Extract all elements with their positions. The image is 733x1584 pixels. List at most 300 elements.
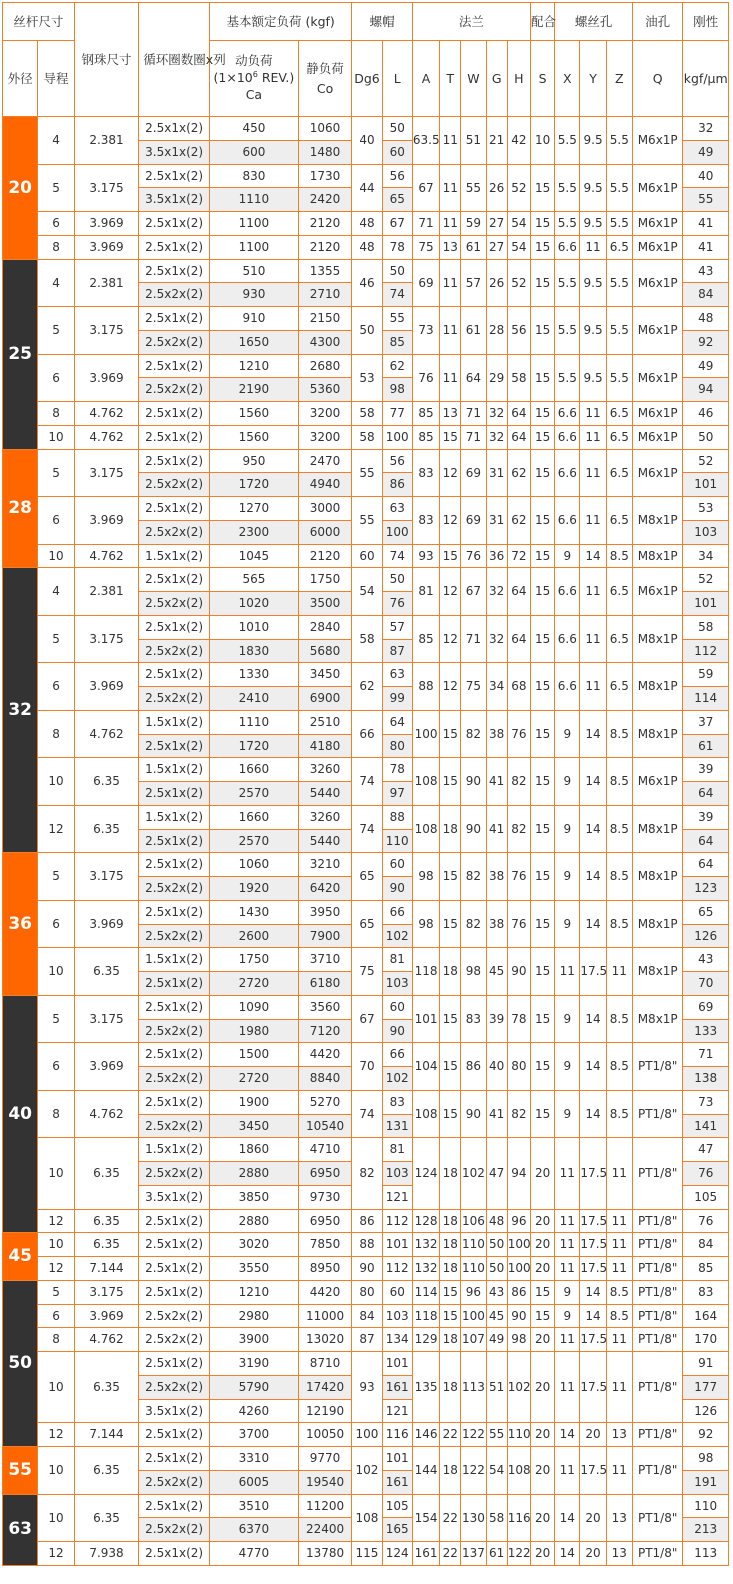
length-cell: 81: [382, 948, 412, 972]
circuits-cell: 2.5x1x(2): [139, 1043, 210, 1067]
length-cell: 74: [382, 544, 412, 568]
dg6-cell: 48: [352, 235, 382, 259]
table-row: [3, 497, 729, 521]
dim-s-cell: 20: [530, 1257, 554, 1281]
dim-h-cell: 72: [507, 544, 530, 568]
static-load-cell: 10540: [298, 1114, 352, 1138]
dim-h-cell: 64: [507, 568, 530, 616]
length-cell: 74: [382, 283, 412, 307]
dim-x-cell: 14: [555, 1494, 580, 1542]
outer-diameter-cell: 36: [3, 853, 38, 996]
dynamic-load-cell: 2980: [209, 1304, 298, 1328]
stiffness-cell: 58: [683, 615, 729, 639]
spec-table-wrapper: [2, 2, 729, 1566]
dim-w-cell: 83: [461, 995, 486, 1043]
circuits-cell: 3.5x1x(2): [139, 188, 210, 212]
table-row: [3, 568, 729, 592]
table-row: [3, 1090, 729, 1114]
length-cell: 124: [382, 1542, 412, 1566]
ball-size-cell: 3.175: [74, 164, 139, 212]
dim-g-cell: 50: [486, 1233, 507, 1257]
stiffness-cell: 103: [683, 520, 729, 544]
dim-s-cell: 10: [530, 117, 554, 165]
header-a: A: [412, 41, 439, 117]
length-cell: 78: [382, 235, 412, 259]
static-load-cell: 1750: [298, 568, 352, 592]
dynamic-load-cell: 1900: [209, 1090, 298, 1114]
dim-h-cell: 110: [507, 1423, 530, 1447]
table-row: [3, 354, 729, 378]
circuits-cell: 2.5x2x(2): [139, 592, 210, 616]
stiffness-cell: 83: [683, 1280, 729, 1304]
dim-g-cell: 54: [486, 1447, 507, 1495]
stiffness-cell: 85: [683, 1257, 729, 1281]
dim-x-cell: 11: [555, 1257, 580, 1281]
dim-q-cell: PT1/8": [632, 1304, 682, 1328]
dim-q-cell: M8x1P: [632, 615, 682, 663]
outer-diameter-cell: 25: [3, 259, 38, 449]
stiffness-cell: 69: [683, 995, 729, 1019]
dim-q-cell: M6x1P: [632, 354, 682, 402]
dim-x-cell: 6.6: [555, 568, 580, 616]
circuits-cell: 1.5x1x(2): [139, 805, 210, 829]
dynamic-load-cell: 2410: [209, 687, 298, 711]
ball-screw-spec-table: [2, 2, 729, 1566]
circuits-cell: 2.5x1x(2): [139, 307, 210, 331]
lead-cell: 6: [38, 663, 74, 711]
stiffness-cell: 43: [683, 948, 729, 972]
dim-g-cell: 31: [486, 449, 507, 497]
lead-cell: 4: [38, 117, 74, 165]
dim-t-cell: 12: [440, 497, 461, 545]
dynamic-load-cell: 1010: [209, 615, 298, 639]
dim-t-cell: 18: [440, 1447, 461, 1495]
circuits-cell: 2.5x1x(2): [139, 663, 210, 687]
dim-x-cell: 9: [555, 1304, 580, 1328]
ball-size-cell: 3.175: [74, 615, 139, 663]
length-cell: 57: [382, 615, 412, 639]
dim-q-cell: M8x1P: [632, 497, 682, 545]
dim-a-cell: 63.5: [412, 117, 439, 165]
circuits-cell: 2.5x1x(2): [139, 1542, 210, 1566]
dim-h-cell: 64: [507, 615, 530, 663]
circuits-cell: 2.5x2x(2): [139, 330, 210, 354]
length-cell: 86: [382, 473, 412, 497]
dg6-cell: 74: [352, 805, 382, 853]
circuits-cell: 2.5x2x(2): [139, 639, 210, 663]
length-cell: 134: [382, 1328, 412, 1352]
lead-cell: 6: [38, 212, 74, 236]
dynamic-load-cell: 3310: [209, 1447, 298, 1471]
dynamic-load-cell: 1020: [209, 592, 298, 616]
table-row: [3, 853, 729, 877]
dynamic-load-cell: 1560: [209, 402, 298, 426]
stiffness-cell: 59: [683, 663, 729, 687]
dim-z-cell: 6.5: [606, 615, 632, 663]
dim-a-cell: 118: [412, 948, 439, 996]
dg6-cell: 80: [352, 1280, 382, 1304]
header-static-load: [298, 41, 352, 117]
dim-z-cell: 6.5: [606, 425, 632, 449]
length-cell: 63: [382, 497, 412, 521]
dim-z-cell: 11: [606, 1328, 632, 1352]
static-load-cell: 3260: [298, 805, 352, 829]
dim-s-cell: 15: [530, 164, 554, 212]
dim-a-cell: 132: [412, 1257, 439, 1281]
dim-y-cell: 20: [580, 1542, 606, 1566]
dim-s-cell: 20: [530, 1542, 554, 1566]
length-cell: 90: [382, 1019, 412, 1043]
length-cell: 97: [382, 782, 412, 806]
length-cell: 63: [382, 663, 412, 687]
dim-y-cell: 14: [580, 1304, 606, 1328]
dynamic-load-cell: 3900: [209, 1328, 298, 1352]
dim-g-cell: 41: [486, 1090, 507, 1138]
dim-x-cell: 6.6: [555, 402, 580, 426]
ball-size-cell: 4.762: [74, 1090, 139, 1138]
dim-y-cell: 14: [580, 710, 606, 758]
dim-x-cell: 5.5: [555, 307, 580, 355]
ball-size-cell: 4.762: [74, 402, 139, 426]
lead-cell: 4: [38, 568, 74, 616]
dynamic-load-cell: 1830: [209, 639, 298, 663]
dim-y-cell: 14: [580, 544, 606, 568]
circuits-cell: 2.5x2x(2): [139, 1470, 210, 1494]
dynamic-load-cell: 3700: [209, 1423, 298, 1447]
dim-h-cell: 76: [507, 900, 530, 948]
table-row: [3, 117, 729, 141]
circuits-cell: 2.5x2x(2): [139, 687, 210, 711]
dim-y-cell: 9.5: [580, 164, 606, 212]
dim-t-cell: 15: [440, 853, 461, 901]
dim-s-cell: 15: [530, 259, 554, 307]
dim-z-cell: 6.5: [606, 568, 632, 616]
ball-size-cell: 3.175: [74, 995, 139, 1043]
circuits-cell: 2.5x1x(2): [139, 1494, 210, 1518]
dim-q-cell: PT1/8": [632, 1494, 682, 1542]
dg6-cell: 75: [352, 948, 382, 996]
ball-size-cell: 7.938: [74, 1542, 139, 1566]
length-cell: 116: [382, 1423, 412, 1447]
dim-z-cell: 8.5: [606, 900, 632, 948]
length-cell: 50: [382, 568, 412, 592]
circuits-cell: 2.5x1x(2): [139, 1423, 210, 1447]
length-cell: 76: [382, 592, 412, 616]
dim-z-cell: 11: [606, 1209, 632, 1233]
dim-w-cell: 90: [461, 758, 486, 806]
circuits-cell: 2.5x1x(2): [139, 1447, 210, 1471]
header-outer-dia: 外径: [3, 41, 38, 117]
dim-h-cell: 122: [507, 1542, 530, 1566]
stiffness-cell: 76: [683, 1162, 729, 1186]
dim-a-cell: 88: [412, 663, 439, 711]
dim-x-cell: 6.6: [555, 449, 580, 497]
dim-g-cell: 26: [486, 259, 507, 307]
outer-diameter-cell: 55: [3, 1447, 38, 1495]
dim-g-cell: 38: [486, 710, 507, 758]
dim-q-cell: M8x1P: [632, 948, 682, 996]
dim-t-cell: 15: [440, 1280, 461, 1304]
stiffness-cell: 64: [683, 853, 729, 877]
dynamic-load-cell: 1920: [209, 877, 298, 901]
dim-a-cell: 85: [412, 402, 439, 426]
table-row: [3, 663, 729, 687]
dg6-cell: 58: [352, 615, 382, 663]
table-row: [3, 1352, 729, 1376]
dim-g-cell: 40: [486, 1043, 507, 1091]
dim-w-cell: 90: [461, 1090, 486, 1138]
length-cell: 161: [382, 1375, 412, 1399]
circuits-cell: 2.5x2x(2): [139, 1114, 210, 1138]
dim-s-cell: 20: [530, 1423, 554, 1447]
dim-a-cell: 114: [412, 1280, 439, 1304]
header-stiffness-unit: kgf/μm: [683, 41, 729, 117]
stiffness-cell: 43: [683, 259, 729, 283]
dim-x-cell: 5.5: [555, 212, 580, 236]
length-cell: 112: [382, 1257, 412, 1281]
dim-x-cell: 9: [555, 805, 580, 853]
static-load-cell: 5360: [298, 378, 352, 402]
dim-x-cell: 14: [555, 1423, 580, 1447]
stiffness-cell: 49: [683, 140, 729, 164]
dim-s-cell: 15: [530, 425, 554, 449]
dg6-cell: 87: [352, 1328, 382, 1352]
dim-s-cell: 15: [530, 900, 554, 948]
stiffness-cell: 76: [683, 1209, 729, 1233]
circuits-cell: 2.5x2x(2): [139, 520, 210, 544]
dynamic-load-cell: 1430: [209, 900, 298, 924]
lead-cell: 10: [38, 1352, 74, 1423]
dim-h-cell: 62: [507, 497, 530, 545]
dim-y-cell: 11: [580, 449, 606, 497]
stiffness-cell: 65: [683, 900, 729, 924]
ball-size-cell: 3.969: [74, 354, 139, 402]
stiffness-cell: 105: [683, 1185, 729, 1209]
dim-q-cell: M6x1P: [632, 758, 682, 806]
dynamic-load-cell: 4770: [209, 1542, 298, 1566]
dim-g-cell: 48: [486, 1209, 507, 1233]
ball-size-cell: 3.969: [74, 900, 139, 948]
dim-y-cell: 17.5: [580, 948, 606, 996]
circuits-cell: 2.5x1x(2): [139, 782, 210, 806]
dim-h-cell: 108: [507, 1447, 530, 1495]
header-dynamic-unit-a: (1×10: [213, 70, 253, 86]
dim-h-cell: 100: [507, 1257, 530, 1281]
dim-t-cell: 18: [440, 948, 461, 996]
dim-t-cell: 18: [440, 1352, 461, 1423]
dynamic-load-cell: 1210: [209, 1280, 298, 1304]
length-cell: 112: [382, 1209, 412, 1233]
dim-g-cell: 29: [486, 354, 507, 402]
dg6-cell: 82: [352, 1138, 382, 1209]
dynamic-load-cell: 1980: [209, 1019, 298, 1043]
dg6-cell: 102: [352, 1447, 382, 1495]
ball-size-cell: 4.762: [74, 425, 139, 449]
dim-a-cell: 132: [412, 1233, 439, 1257]
dim-q-cell: PT1/8": [632, 1090, 682, 1138]
dim-z-cell: 8.5: [606, 1280, 632, 1304]
table-row: [3, 1423, 729, 1447]
length-cell: 67: [382, 212, 412, 236]
table-row: [3, 900, 729, 924]
static-load-cell: 3210: [298, 853, 352, 877]
static-load-cell: 5680: [298, 639, 352, 663]
dynamic-load-cell: 1660: [209, 805, 298, 829]
stiffness-cell: 110: [683, 1494, 729, 1518]
lead-cell: 5: [38, 449, 74, 497]
dim-q-cell: PT1/8": [632, 1280, 682, 1304]
dim-s-cell: 15: [530, 235, 554, 259]
static-load-cell: 3260: [298, 758, 352, 782]
dim-s-cell: 20: [530, 1352, 554, 1423]
length-cell: 60: [382, 1280, 412, 1304]
lead-cell: 12: [38, 1423, 74, 1447]
table-row: [3, 1494, 729, 1518]
dim-q-cell: M6x1P: [632, 402, 682, 426]
dim-s-cell: 15: [530, 449, 554, 497]
dim-z-cell: 13: [606, 1423, 632, 1447]
dim-q-cell: M6x1P: [632, 568, 682, 616]
dynamic-load-cell: 5790: [209, 1375, 298, 1399]
table-row: [3, 1138, 729, 1162]
header-z: Z: [606, 41, 632, 117]
dim-a-cell: 104: [412, 1043, 439, 1091]
stiffness-cell: 84: [683, 283, 729, 307]
dim-z-cell: 6.5: [606, 663, 632, 711]
lead-cell: 8: [38, 710, 74, 758]
dim-s-cell: 15: [530, 615, 554, 663]
static-load-cell: 7120: [298, 1019, 352, 1043]
dim-q-cell: M6x1P: [632, 259, 682, 307]
length-cell: 85: [382, 330, 412, 354]
dim-s-cell: 20: [530, 1209, 554, 1233]
dim-h-cell: 64: [507, 402, 530, 426]
length-cell: 55: [382, 307, 412, 331]
stiffness-cell: 37: [683, 710, 729, 734]
header-screw-size: 丝杆尺寸: [3, 3, 75, 41]
dim-h-cell: 96: [507, 1209, 530, 1233]
header-stiffness: 刚性: [683, 3, 729, 41]
dynamic-load-cell: 3550: [209, 1257, 298, 1281]
dynamic-load-cell: 2570: [209, 782, 298, 806]
dim-q-cell: PT1/8": [632, 1447, 682, 1495]
dim-x-cell: 5.5: [555, 354, 580, 402]
lead-cell: 8: [38, 402, 74, 426]
dim-z-cell: 11: [606, 1233, 632, 1257]
circuits-cell: 2.5x1x(2): [139, 829, 210, 853]
circuits-cell: 2.5x1x(2): [139, 117, 210, 141]
ball-size-cell: 3.969: [74, 1304, 139, 1328]
dynamic-load-cell: 3510: [209, 1494, 298, 1518]
dim-y-cell: 14: [580, 1043, 606, 1091]
static-load-cell: 8840: [298, 1067, 352, 1091]
dim-w-cell: 57: [461, 259, 486, 307]
length-cell: 83: [382, 1090, 412, 1114]
dim-w-cell: 76: [461, 544, 486, 568]
dim-a-cell: 101: [412, 995, 439, 1043]
dynamic-load-cell: 1560: [209, 425, 298, 449]
table-row: [3, 1328, 729, 1352]
dim-q-cell: PT1/8": [632, 1209, 682, 1233]
dynamic-load-cell: 1060: [209, 853, 298, 877]
circuits-cell: 2.5x1x(2): [139, 900, 210, 924]
static-load-cell: 6180: [298, 972, 352, 996]
dim-w-cell: 96: [461, 1280, 486, 1304]
dim-y-cell: 14: [580, 758, 606, 806]
dim-y-cell: 14: [580, 1090, 606, 1138]
table-row: [3, 1542, 729, 1566]
circuits-cell: 2.5x1x(2): [139, 164, 210, 188]
dynamic-load-cell: 3020: [209, 1233, 298, 1257]
stiffness-cell: 40: [683, 164, 729, 188]
lead-cell: 5: [38, 1280, 74, 1304]
dim-x-cell: 9: [555, 1090, 580, 1138]
dg6-cell: 74: [352, 1090, 382, 1138]
dim-t-cell: 18: [440, 1257, 461, 1281]
dim-a-cell: 75: [412, 235, 439, 259]
dynamic-load-cell: 1090: [209, 995, 298, 1019]
lead-cell: 6: [38, 354, 74, 402]
header-co: Co: [316, 80, 334, 96]
dim-g-cell: 58: [486, 1494, 507, 1542]
dim-g-cell: 32: [486, 568, 507, 616]
dg6-cell: 65: [352, 853, 382, 901]
outer-diameter-cell: 28: [3, 449, 38, 568]
dynamic-load-cell: 1045: [209, 544, 298, 568]
stiffness-cell: 114: [683, 687, 729, 711]
static-load-cell: 2840: [298, 615, 352, 639]
dim-w-cell: 61: [461, 235, 486, 259]
dynamic-load-cell: 2600: [209, 924, 298, 948]
dim-w-cell: 113: [461, 1352, 486, 1423]
dynamic-load-cell: 830: [209, 164, 298, 188]
circuits-cell: 2.5x1x(2): [139, 425, 210, 449]
stiffness-cell: 41: [683, 235, 729, 259]
length-cell: 102: [382, 924, 412, 948]
header-ca: Ca: [245, 87, 263, 103]
circuits-cell: 3.5x1x(2): [139, 1399, 210, 1423]
outer-diameter-cell: 20: [3, 117, 38, 260]
dim-w-cell: 69: [461, 497, 486, 545]
table-body: [3, 117, 729, 1566]
stiffness-cell: 64: [683, 829, 729, 853]
header-circuits: 循环圈数圈x列: [139, 3, 210, 117]
dynamic-load-cell: 2720: [209, 972, 298, 996]
dim-z-cell: 8.5: [606, 710, 632, 758]
length-cell: 103: [382, 972, 412, 996]
dim-y-cell: 17.5: [580, 1257, 606, 1281]
ball-size-cell: 3.175: [74, 853, 139, 901]
length-cell: 66: [382, 1043, 412, 1067]
dg6-cell: 66: [352, 710, 382, 758]
dim-a-cell: 146: [412, 1423, 439, 1447]
dim-w-cell: 98: [461, 948, 486, 996]
dim-x-cell: 11: [555, 948, 580, 996]
dim-z-cell: 8.5: [606, 1043, 632, 1091]
ball-size-cell: 6.35: [74, 758, 139, 806]
dg6-cell: 100: [352, 1423, 382, 1447]
dynamic-load-cell: 1110: [209, 188, 298, 212]
ball-size-cell: 4.762: [74, 710, 139, 758]
length-cell: 98: [382, 378, 412, 402]
dim-a-cell: 85: [412, 425, 439, 449]
dim-w-cell: 122: [461, 1423, 486, 1447]
dg6-cell: 48: [352, 212, 382, 236]
dim-a-cell: 108: [412, 758, 439, 806]
dim-t-cell: 11: [440, 164, 461, 212]
dynamic-load-cell: 2570: [209, 829, 298, 853]
dim-a-cell: 69: [412, 259, 439, 307]
